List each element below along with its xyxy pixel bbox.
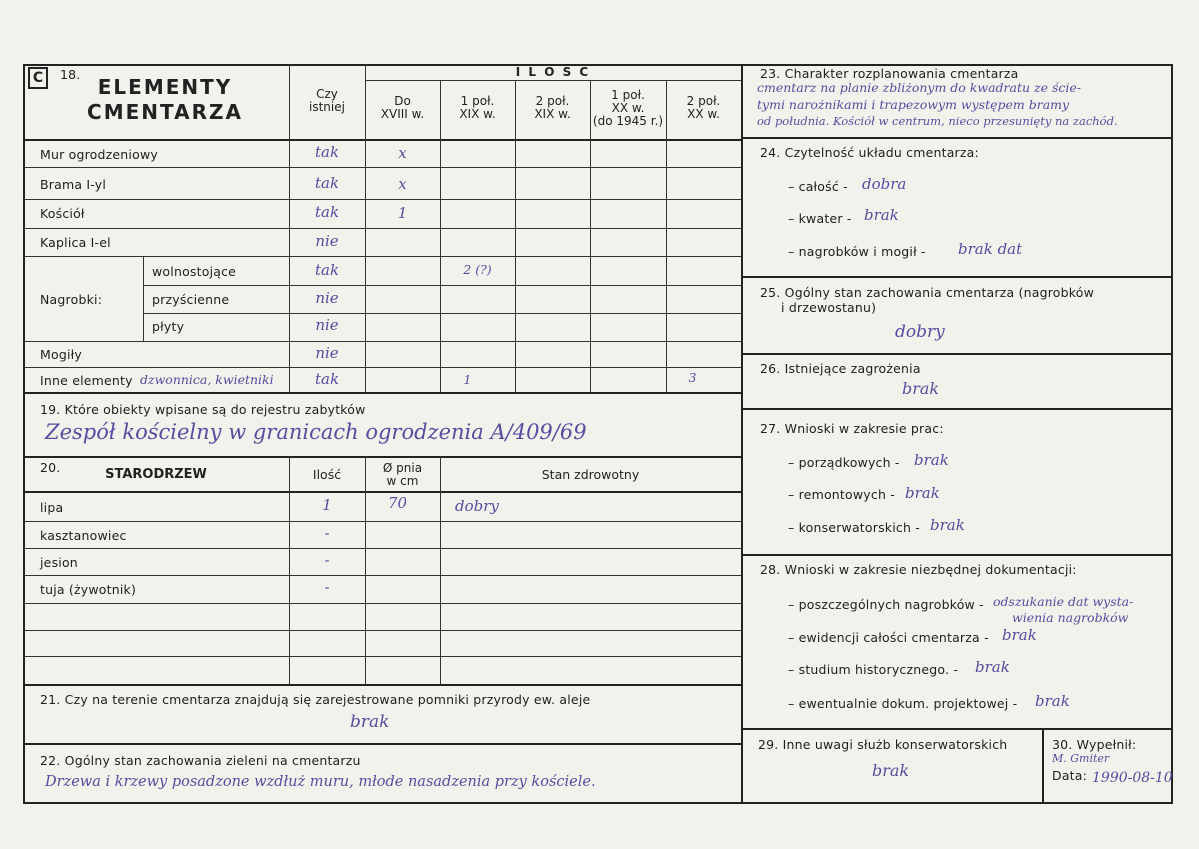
exists-mur: tak bbox=[314, 143, 340, 161]
s30-name: M. Gmiter bbox=[1052, 752, 1110, 765]
quantity-header: I L O Ś Ć bbox=[515, 65, 591, 79]
s29-value: brak bbox=[872, 761, 910, 780]
period-header-3: 2 poł. XIX w. bbox=[534, 94, 571, 121]
s30-date: 1990-08-10 bbox=[1092, 770, 1173, 786]
tree-name: tuja (żywotnik) bbox=[40, 582, 137, 597]
exists-wolno: tak bbox=[314, 261, 340, 279]
section-rule bbox=[741, 408, 1173, 410]
row-rule bbox=[23, 548, 741, 549]
section-code-box: C bbox=[28, 67, 48, 89]
s21-value: brak bbox=[350, 712, 390, 732]
col-rule bbox=[365, 456, 366, 684]
col-rule bbox=[590, 80, 591, 392]
qty-mur-p1: x bbox=[398, 144, 407, 162]
tree-count: - bbox=[324, 578, 330, 596]
s24-item-value: brak bbox=[864, 206, 899, 224]
col-rule bbox=[289, 456, 290, 684]
s30-date-label: Data: bbox=[1052, 768, 1088, 783]
s27-item-label: – porządkowych - bbox=[788, 455, 900, 470]
row-label-inne: Inne elementy bbox=[40, 373, 133, 388]
row-rule bbox=[23, 256, 741, 257]
exists-inne: tak bbox=[314, 370, 340, 388]
qty-inne-p2: 1 bbox=[463, 372, 472, 387]
period-header-5: 2 poł. XX w. bbox=[686, 94, 721, 121]
period-header-2: 1 poł. XIX w. bbox=[459, 94, 496, 121]
section-rule bbox=[741, 554, 1173, 556]
tree-name: jesion bbox=[40, 555, 78, 570]
col-rule bbox=[440, 80, 441, 392]
s28-label: 28. Wnioski w zakresie niezbędnej dokumentacji: bbox=[760, 562, 1077, 577]
col-rule bbox=[143, 256, 144, 341]
col-rule bbox=[365, 64, 366, 392]
section-rule bbox=[741, 353, 1173, 355]
s28-item-label: – poszczególnych nagrobków - bbox=[788, 597, 984, 612]
section-rule bbox=[23, 392, 741, 394]
s24-item-label: – kwater - bbox=[788, 211, 852, 226]
s24-item-value: dobra bbox=[862, 175, 907, 193]
section-rule bbox=[23, 743, 741, 745]
s25-label-line2: i drzewostanu) bbox=[781, 300, 877, 315]
section-rule bbox=[23, 684, 741, 686]
s26-label: 26. Istniejące zagrożenia bbox=[760, 361, 921, 376]
s28-item-label: – ewidencji całości cmentarza - bbox=[788, 630, 989, 645]
row-label-wolno: wolnostojące bbox=[152, 264, 237, 279]
row-rule bbox=[23, 228, 741, 229]
s23-line1: cmentarz na planie zbliżonym do kwadratu ze ście- bbox=[757, 80, 1081, 95]
s28-item-value2: wienia nagrobków bbox=[1012, 610, 1129, 625]
row-label-mur: Mur ogrodzeniowy bbox=[40, 147, 158, 162]
s22-label: 22. Ogólny stan zachowania zieleni na cmentarzu bbox=[40, 753, 361, 768]
period-header-4: 1 poł. XX w. (do 1945 r.) bbox=[592, 88, 664, 128]
row-label-kosciol: Kościół bbox=[40, 206, 85, 221]
qty-inne-p5: 3 bbox=[688, 370, 697, 385]
exists-kosciol: tak bbox=[314, 203, 340, 221]
s24-item-label: – nagrobków i mogił - bbox=[788, 244, 926, 259]
row-rule bbox=[143, 285, 741, 286]
quantity-header-rule bbox=[365, 80, 741, 81]
row-rule bbox=[23, 575, 741, 576]
s27-label: 27. Wnioski w zakresie prac: bbox=[760, 421, 944, 436]
tree-diameter: 70 bbox=[387, 494, 408, 512]
col-exists-header: Czy istniej bbox=[309, 87, 345, 114]
section-rule bbox=[741, 276, 1173, 278]
elements-title-line1: ELEMENTY bbox=[97, 75, 233, 99]
s23-line3: od południa. Kościół w centrum, nieco przesunięty na zachód. bbox=[757, 114, 1118, 128]
elements-number: 18. bbox=[60, 67, 81, 82]
s27-item-value: brak bbox=[930, 516, 965, 534]
s28-item-value: brak bbox=[975, 658, 1010, 676]
period-header-1: Do XVIII w. bbox=[380, 94, 425, 121]
exists-mogily: nie bbox=[315, 344, 339, 362]
exists-plyty: nie bbox=[315, 316, 339, 334]
s20-header-rule bbox=[23, 491, 741, 493]
exists-brama: tak bbox=[314, 174, 340, 192]
s26-value: brak bbox=[902, 379, 940, 398]
exists-kaplica: nie bbox=[315, 232, 339, 250]
s27-item-label: – konserwatorskich - bbox=[788, 520, 921, 535]
col-rule bbox=[515, 80, 516, 392]
s21-label: 21. Czy na terenie cmentarza znajdują się zarejestrowane pomniki przyrody ew. aleje bbox=[40, 692, 591, 707]
row-label-plyty: płyty bbox=[152, 319, 185, 334]
s27-item-value: brak bbox=[914, 451, 949, 469]
qty-wolno-p2: 2 (?) bbox=[463, 262, 492, 277]
exists-przysc: nie bbox=[315, 289, 339, 307]
row-label-mogily: Mogiły bbox=[40, 347, 82, 362]
s25-value: dobry bbox=[895, 322, 945, 342]
s20-col-health: Stan zdrowotny bbox=[541, 467, 640, 482]
s25-label-line1: 25. Ogólny stan zachowania cmentarza (nagrobków bbox=[760, 285, 1095, 300]
col-rule bbox=[666, 80, 667, 392]
row-label-nagrobki: Nagrobki: bbox=[40, 292, 103, 307]
s28-item-value: brak bbox=[1035, 692, 1070, 710]
s20-col-count: Ilość bbox=[312, 467, 342, 482]
row-label-przysc: przyścienne bbox=[152, 292, 230, 307]
s24-item-label: – całość - bbox=[788, 179, 848, 194]
row-label-brama: Brama I-yl bbox=[40, 177, 107, 192]
s28-item-value: odszukanie dat wysta- bbox=[993, 594, 1134, 609]
tree-health: dobry bbox=[455, 497, 499, 515]
col-rule bbox=[440, 456, 441, 684]
s20-number: 20. bbox=[40, 460, 61, 475]
row-rule bbox=[23, 199, 741, 200]
s27-item-label: – remontowych - bbox=[788, 487, 895, 502]
tree-count: - bbox=[324, 551, 330, 569]
col-rule bbox=[1042, 728, 1044, 804]
s29-label: 29. Inne uwagi służb konserwatorskich bbox=[758, 737, 1008, 752]
section-rule bbox=[741, 728, 1173, 730]
s28-item-value: brak bbox=[1002, 626, 1037, 644]
s23-line2: tymi narożnikami i trapezowym występem bramy bbox=[757, 97, 1070, 112]
s28-item-label: – studium historycznego. - bbox=[788, 662, 959, 677]
row-rule bbox=[23, 630, 741, 631]
s19-value: Zespół kościelny w granicach ogrodzenia A/409/69 bbox=[45, 420, 587, 444]
row-rule bbox=[23, 521, 741, 522]
tree-count: - bbox=[324, 524, 330, 542]
col-rule bbox=[289, 64, 290, 392]
row-rule bbox=[23, 656, 741, 657]
tree-count: 1 bbox=[322, 496, 332, 514]
qty-kosciol-p1: 1 bbox=[397, 204, 408, 222]
row-rule bbox=[23, 367, 741, 368]
section-rule bbox=[23, 456, 741, 458]
elements-title-line2: CMENTARZA bbox=[87, 100, 243, 124]
row-rule bbox=[143, 313, 741, 314]
qty-brama-p1: x bbox=[398, 175, 407, 193]
tree-name: lipa bbox=[40, 500, 64, 515]
s24-label: 24. Czytelność układu cmentarza: bbox=[760, 145, 979, 160]
s20-col-diameter: Ø pnia w cm bbox=[382, 461, 423, 488]
inne-detail: dzwonnica, kwietniki bbox=[140, 372, 274, 387]
s23-label: 23. Charakter rozplanowania cmentarza bbox=[760, 66, 1019, 81]
row-rule bbox=[23, 603, 741, 604]
section-rule bbox=[741, 137, 1173, 139]
s30-label: 30. Wypełnił: bbox=[1052, 737, 1137, 752]
tree-name: kasztanowiec bbox=[40, 528, 127, 543]
s27-item-value: brak bbox=[905, 484, 940, 502]
s24-item-value: brak dat bbox=[958, 240, 1023, 258]
column-divider bbox=[741, 64, 743, 804]
row-label-kaplica: Kaplica I-el bbox=[40, 235, 111, 250]
row-rule bbox=[23, 341, 741, 342]
s20-title: STARODRZEW bbox=[105, 467, 207, 482]
elements-header-rule bbox=[23, 139, 741, 141]
s22-value: Drzewa i krzewy posadzone wzdłuż muru, młode nasadzenia przy kościele. bbox=[45, 774, 596, 790]
row-rule bbox=[23, 167, 741, 168]
s28-item-label: – ewentualnie dokum. projektowej - bbox=[788, 696, 1018, 711]
s19-label: 19. Które obiekty wpisane są do rejestru zabytków bbox=[40, 402, 366, 417]
